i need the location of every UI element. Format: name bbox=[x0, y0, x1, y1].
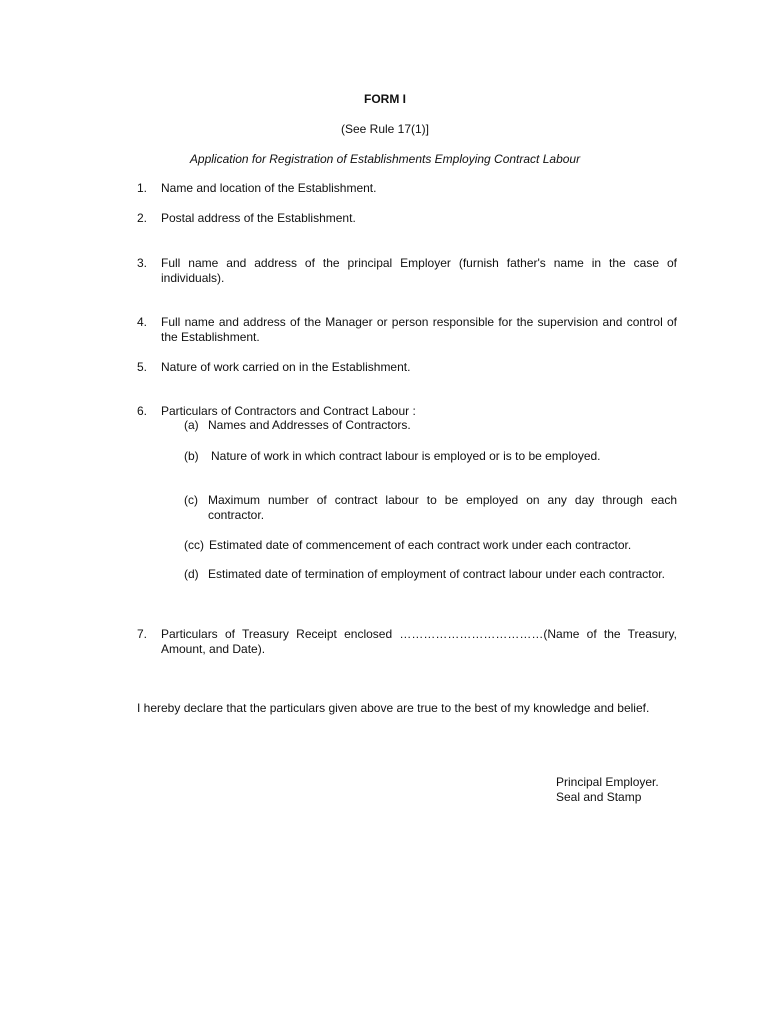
item-number: 5. bbox=[137, 360, 148, 374]
declaration-text: I hereby declare that the particulars given above are true to the best of my knowledge and belief. bbox=[137, 701, 650, 715]
seal-and-stamp-label: Seal and Stamp bbox=[556, 789, 642, 804]
sub-item-text: Estimated date of termination of employment of contract labour under each contractor. bbox=[208, 567, 665, 581]
sub-item-label: (cc) bbox=[184, 538, 204, 552]
item-number: 2. bbox=[137, 211, 148, 225]
list-item-7 bbox=[137, 627, 677, 656]
item-text: Nature of work carried on in the Establishment. bbox=[161, 360, 411, 374]
item-number: 4. bbox=[137, 315, 148, 329]
sub-item-label: (a) bbox=[184, 418, 199, 432]
sub-item-text: Names and Addresses of Contractors. bbox=[208, 418, 411, 432]
item-text: Full name and address of the Manager or person responsible for the supervision and control of the Establishment. bbox=[161, 315, 677, 344]
sub-item-text: Maximum number of contract labour to be employed on any day through each contractor. bbox=[208, 493, 677, 522]
item-text: Full name and address of the principal Employer (furnish father's name in the case of individuals). bbox=[161, 256, 677, 285]
sub-item-label: (d) bbox=[184, 567, 199, 581]
list-item-6 bbox=[137, 404, 677, 419]
item-number: 3. bbox=[137, 256, 148, 270]
sub-item-d bbox=[184, 567, 677, 582]
sub-item-c bbox=[184, 493, 677, 522]
list-item-3 bbox=[137, 256, 677, 285]
list-item-2 bbox=[137, 211, 677, 226]
list-item-5 bbox=[137, 360, 677, 375]
sub-item-a bbox=[184, 418, 677, 433]
sub-item-text: Estimated date of commencement of each contract work under each contractor. bbox=[209, 538, 632, 552]
form-subtitle: Application for Registration of Establishments Employing Contract Labour bbox=[189, 152, 581, 166]
signature-title: Principal Employer. bbox=[556, 775, 659, 789]
sub-item-text: Nature of work in which contract labour is employed or is to be employed. bbox=[211, 449, 601, 463]
sub-item-label: (b) bbox=[184, 449, 199, 463]
item-number: 7. bbox=[137, 627, 148, 641]
rule-reference: (See Rule 17(1)] bbox=[340, 122, 430, 136]
sub-item-b bbox=[184, 449, 677, 464]
list-item-1 bbox=[137, 181, 677, 196]
list-item-4 bbox=[137, 315, 677, 344]
item-number: 6. bbox=[137, 404, 148, 418]
item-text: Particulars of Contractors and Contract Labour : bbox=[161, 404, 416, 418]
item-text: Name and location of the Establishment. bbox=[161, 181, 377, 195]
signature-block bbox=[556, 775, 659, 804]
form-title: FORM I bbox=[364, 92, 406, 106]
item-text: Postal address of the Establishment. bbox=[161, 211, 356, 225]
sub-item-label: (c) bbox=[184, 493, 198, 507]
sub-item-cc bbox=[184, 538, 677, 553]
item-number: 1. bbox=[137, 181, 148, 195]
item-text: Particulars of Treasury Receipt enclosed ………………………………(Name of the Treasury, Amount, and Date). bbox=[161, 627, 677, 656]
